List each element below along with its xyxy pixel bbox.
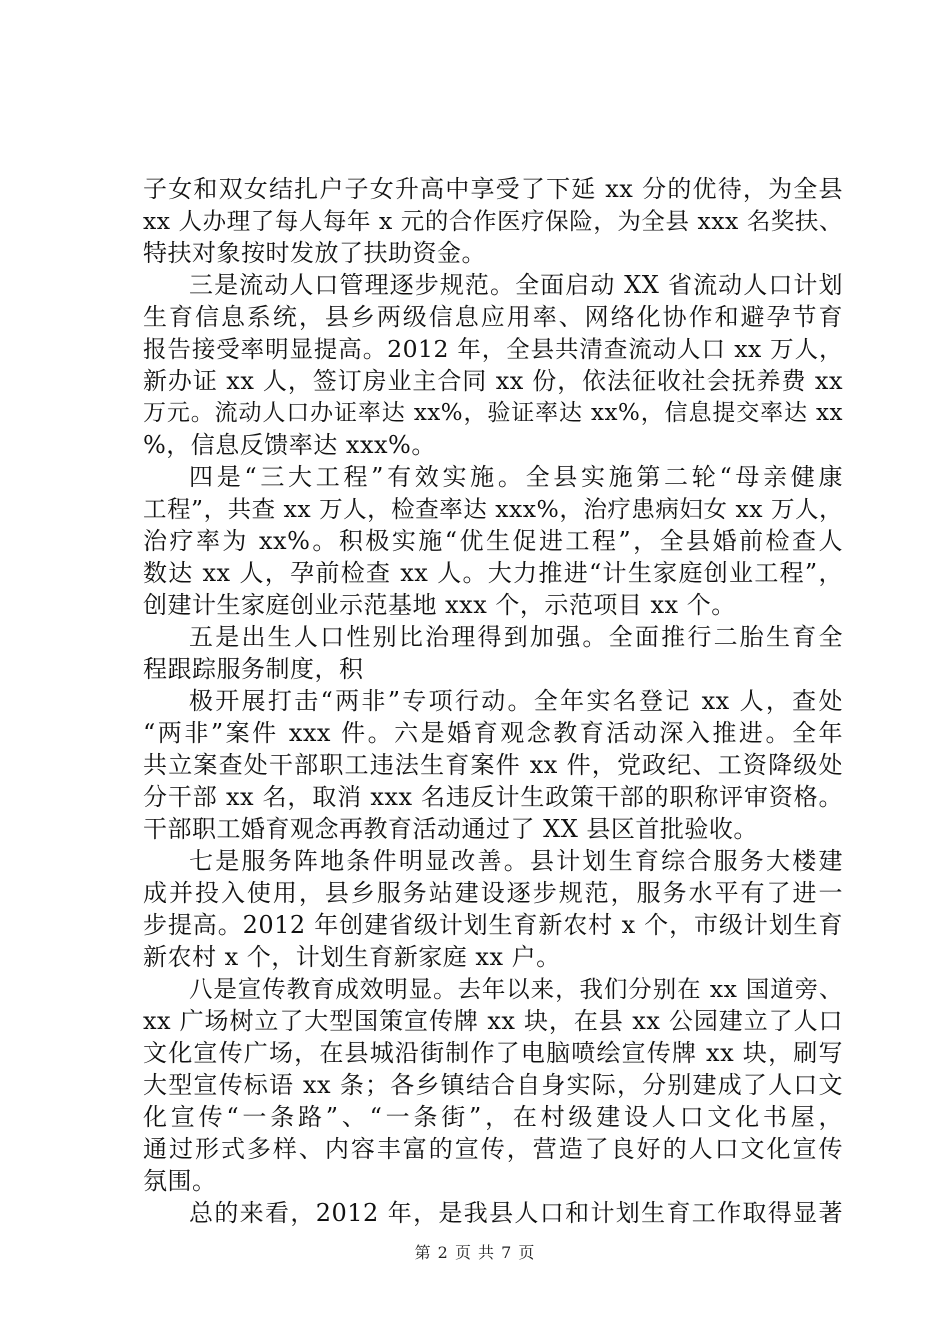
- text-line: 工程”，共查 xx 万人，检查率达 xxx%，治疗患病妇女 xx 万人，: [143, 495, 843, 523]
- text-line: 程跟踪服务制度，积: [143, 655, 364, 683]
- text-line: 子女和双女结扎户子女升高中享受了下延 xx 分的优待，为全县: [143, 175, 843, 203]
- text-line: 新办证 xx 人，签订房业主合同 xx 份，依法征收社会抚养费 xx: [143, 367, 843, 395]
- text-line: 干部职工婚育观念再教育活动通过了 XX 县区首批验收。: [143, 815, 758, 843]
- text-line: 治疗率为 xx%。积极实施“优生促进工程”，全县婚前检查人: [143, 527, 843, 555]
- text-line: xx 人办理了每人每年 x 元的合作医疗保险，为全县 xxx 名奖扶、: [143, 207, 843, 235]
- text-line: 数达 xx 人，孕前检查 xx 人。大力推进“计生家庭创业工程”，: [143, 559, 843, 587]
- text-line: 步提高。2012 年创建省级计划生育新农村 x 个，市级计划生育: [143, 911, 843, 939]
- text-line: 新农村 x 个，计划生育新家庭 xx 户。: [143, 943, 561, 971]
- text-line: 成并投入使用，县乡服务站建设逐步规范，服务水平有了进一: [143, 879, 843, 907]
- text-line: 文化宣传广场，在县城沿街制作了电脑喷绘宣传牌 xx 块，刷写: [143, 1039, 843, 1067]
- text-line: 八是宣传教育成效明显。去年以来，我们分别在 xx 国道旁、: [189, 975, 843, 1003]
- text-line: 极开展打击“两非”专项行动。全年实名登记 xx 人，查处: [189, 687, 843, 715]
- text-line: 化宣传“一条路”、“一条街”，在村级建设人口文化书屋，: [143, 1103, 843, 1131]
- text-line: 大型宣传标语 xx 条；各乡镇结合自身实际，分别建成了人口文: [143, 1071, 843, 1099]
- text-line: 万元。流动人口办证率达 xx%，验证率达 xx%，信息提交率达 xx: [143, 400, 843, 426]
- text-line: xx 广场树立了大型国策宣传牌 xx 块，在县 xx 公园建立了人口: [143, 1007, 843, 1035]
- page-footer: 第 2 页 共 7 页: [414, 1243, 536, 1262]
- text-line: 报告接受率明显提高。2012 年，全县共清查流动人口 xx 万人，: [143, 335, 843, 363]
- text-line: 生育信息系统，县乡两级信息应用率、网络化协作和避孕节育: [143, 303, 843, 331]
- text-line: 特扶对象按时发放了扶助资金。: [143, 239, 486, 267]
- text-line: 七是服务阵地条件明显改善。县计划生育综合服务大楼建: [189, 847, 843, 875]
- text-line: 三是流动人口管理逐步规范。全面启动 XX 省流动人口计划: [189, 271, 843, 299]
- text-line: 四是“三大工程”有效实施。全县实施第二轮“母亲健康: [189, 463, 843, 491]
- text-line: 通过形式多样、内容丰富的宣传，营造了良好的人口文化宣传: [143, 1135, 843, 1163]
- text-line: 五是出生人口性别比治理得到加强。全面推行二胎生育全: [189, 623, 843, 651]
- text-line: %，信息反馈率达 xxx%。: [143, 431, 436, 459]
- text-line: 共立案查处干部职工违法生育案件 xx 件，党政纪、工资降级处: [143, 751, 843, 779]
- text-line: 分干部 xx 名，取消 xxx 名违反计生政策干部的职称评审资格。: [143, 783, 843, 811]
- text-line: 氛围。: [143, 1167, 217, 1195]
- text-line: 总的来看，2012 年，是我县人口和计划生育工作取得显著: [189, 1199, 843, 1227]
- text-line: 创建计生家庭创业示范基地 xxx 个，示范项目 xx 个。: [143, 591, 736, 619]
- text-line: “两非”案件 xxx 件。六是婚育观念教育活动深入推进。全年: [143, 719, 843, 747]
- document-body: [143, 173, 843, 1229]
